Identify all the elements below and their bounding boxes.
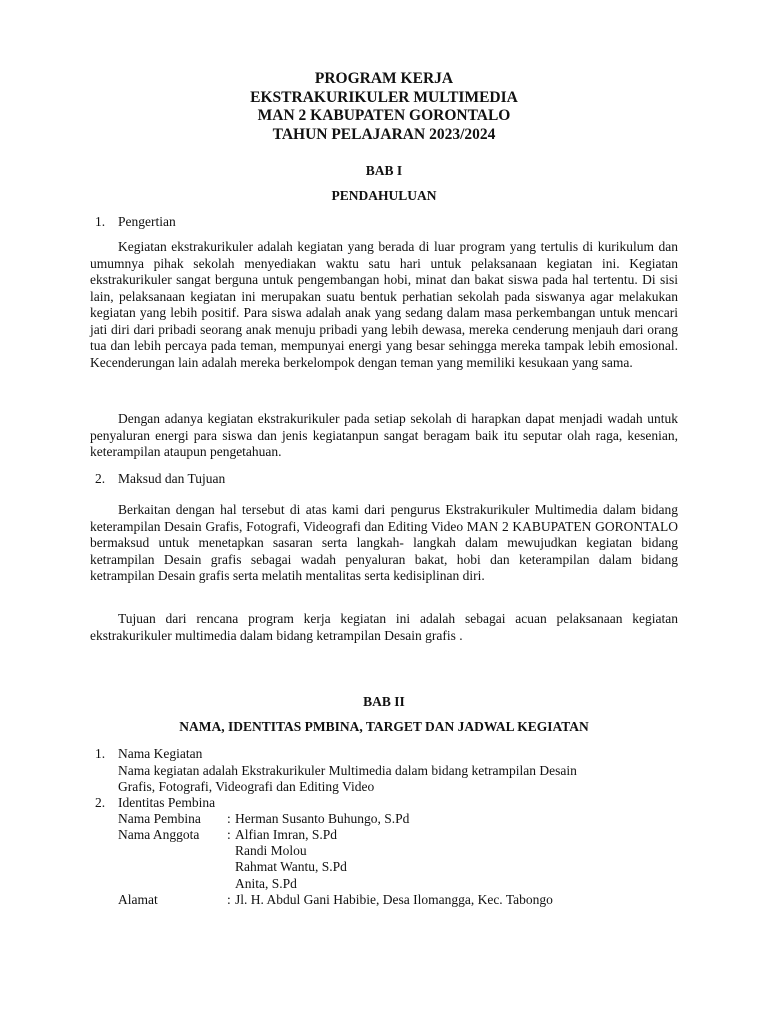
nama-kegiatan-line-2: Grafis, Fotografi, Videografi dan Editing Video — [118, 779, 375, 794]
bab2-label: BAB II — [363, 694, 405, 709]
alamat-label: Alamat — [118, 892, 158, 907]
anggota-label: Nama Anggota — [118, 827, 200, 842]
nama-kegiatan-line-1: Nama kegiatan adalah Ekstrakurikuler Multimedia dalam bidang ketrampilan Desain — [118, 763, 577, 778]
paragraph-pengertian-1: Kegiatan ekstrakurikuler adalah kegiatan yang berada di luar program yang tertulis di kurikulum dan umumnya pihak sekolah menyediakan waktu satu hari untuk pelaksanaan kegiatan ini. Kegiatan ekstrakurikuler sangat berguna untuk pengembangan hobi, minat dan bakat siswa pada hal tertentu. Di sisi lain, pelaksanaan kegiatan ini merupakan suatu bentuk perhatian sekolah pada siswanya agar melakukan kegiatan yang lebih positif. Para siswa adalah anak yang sedang dalam masa perkembangan untuk mencari jati diri dari pribadi seorang anak menuju pribadi yang lebih dewasa, mereka cenderung menjauh dari orang tua dan lebih percaya pada teman, mempunyai energi yang besar sehingga mereka tampak lebih emosional. Kecenderungan lain adalah mereka berkelompok dengan teman yang memiliki kesukaan yang sama. — [90, 239, 678, 370]
section-label: Identitas Pembina — [118, 795, 216, 810]
colon: : — [227, 811, 231, 826]
colon: : — [227, 827, 231, 842]
anggota-name-4: Anita, S.Pd — [235, 876, 297, 891]
title-line-3: MAN 2 KABUPATEN GORONTALO — [257, 107, 511, 124]
section-pengertian-heading — [95, 214, 176, 230]
section-maksud-heading — [95, 471, 225, 487]
bab1-label: BAB I — [365, 163, 403, 178]
pembina-label: Nama Pembina — [118, 811, 201, 826]
anggota-name-1: Alfian Imran, S.Pd — [235, 827, 337, 842]
colon: : — [227, 892, 231, 907]
title-line-1: PROGRAM KERJA — [314, 70, 454, 87]
pembina-row — [118, 811, 409, 827]
paragraph-maksud: Berkaitan dengan hal tersebut di atas kami dari pengurus Ekstrakurikuler Multimedia dalam bidang keterampilan Desain Grafis, Fotografi, Videografi dan Editing Video MAN 2 KABUPATEN GORONTALO bermaksud untuk menetapkan sasaran serta langkah- langkah dalam mewujudkan kegiatan bidang ketrampilan Desain grafis sebagai wadah penyaluran bakat, hobi dan keterampilan dalam bidang ketrampilan Desain grafis serta melatih mentalitas serta kedisiplinan diri. — [90, 502, 678, 583]
section-number: 1. — [95, 214, 106, 229]
anggota-name-3: Rahmat Wantu, S.Pd — [235, 859, 347, 874]
bab2-title: NAMA, IDENTITAS PMBINA, TARGET DAN JADWAL KEGIATAN — [179, 719, 589, 734]
title-line-2: EKSTRAKURIKULER MULTIMEDIA — [250, 88, 518, 106]
section-label: Pengertian — [118, 214, 176, 229]
pembina-value: Herman Susanto Buhungo, S.Pd — [235, 811, 410, 826]
anggota-row — [118, 827, 337, 843]
section-nama-kegiatan-heading — [95, 746, 202, 762]
anggota-name-2: Randi Molou — [235, 843, 307, 858]
alamat-value: Jl. H. Abdul Gani Habibie, Desa Ilomangga, Kec. Tabongo — [235, 892, 553, 907]
section-number: 2. — [95, 795, 106, 810]
alamat-row — [118, 892, 553, 908]
section-label: Maksud dan Tujuan — [118, 471, 226, 486]
section-number: 1. — [95, 746, 106, 761]
paragraph-pengertian-2: Dengan adanya kegiatan ekstrakurikuler pada setiap sekolah di harapkan dapat menjadi wadah untuk penyaluran energi para siswa dan jenis kegiatanpun sangat beragam baik itu seputar olah raga, kesenian, keterampilan ataupun pengetahuan. — [90, 411, 678, 459]
paragraph-tujuan: Tujuan dari rencana program kerja kegiatan ini adalah sebagai acuan pelaksanaan kegiatan ekstrakurikuler multimedia dalam bidang ketrampilan Desain grafis . — [90, 611, 678, 643]
bab1-title: PENDAHULUAN — [331, 188, 437, 203]
section-identitas-heading — [95, 795, 215, 811]
section-label: Nama Kegiatan — [118, 746, 203, 761]
section-number: 2. — [95, 471, 106, 486]
document-title — [0, 70, 768, 144]
title-line-4: TAHUN PELAJARAN 2023/2024 — [272, 125, 496, 143]
